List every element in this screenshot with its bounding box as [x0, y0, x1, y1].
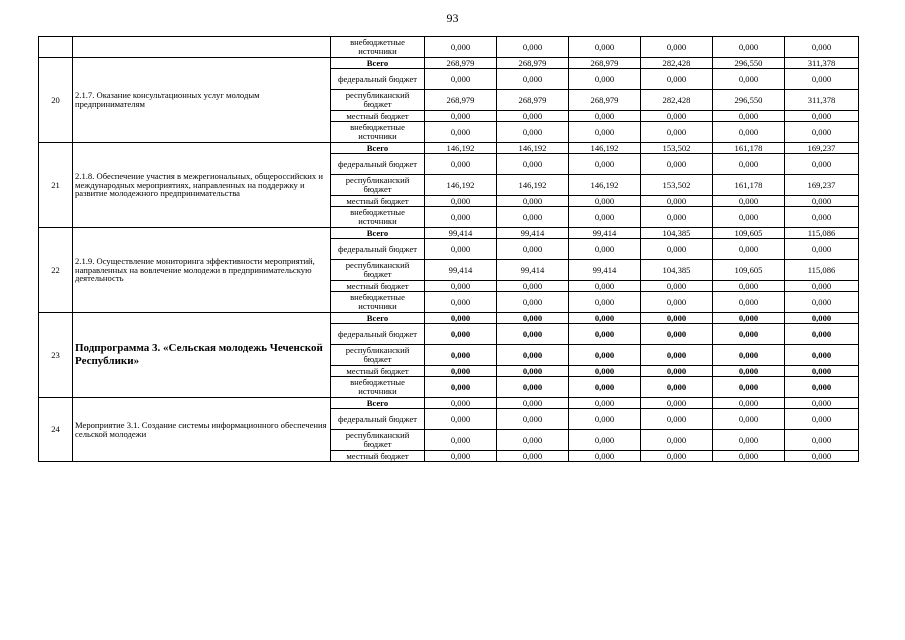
- funding-source-cell: федеральный бюджет: [331, 154, 425, 175]
- value-cell: 0,000: [641, 324, 713, 345]
- activity-name-cell: Подпрограмма 3. «Сельская молодежь Чеченской Республики»: [73, 313, 331, 398]
- funding-source-cell: федеральный бюджет: [331, 69, 425, 90]
- value-cell: 0,000: [785, 207, 859, 228]
- value-cell: 0,000: [569, 122, 641, 143]
- value-cell: 0,000: [785, 398, 859, 409]
- value-cell: 0,000: [497, 398, 569, 409]
- value-cell: 0,000: [713, 122, 785, 143]
- funding-source-cell: местный бюджет: [331, 111, 425, 122]
- funding-source-cell: Всего: [331, 143, 425, 154]
- value-cell: 0,000: [713, 430, 785, 451]
- value-cell: 0,000: [785, 111, 859, 122]
- value-cell: 0,000: [425, 345, 497, 366]
- value-cell: 0,000: [713, 239, 785, 260]
- funding-source-cell: республиканский бюджет: [331, 430, 425, 451]
- value-cell: 99,414: [425, 228, 497, 239]
- value-cell: 0,000: [713, 37, 785, 58]
- value-cell: 99,414: [497, 228, 569, 239]
- funding-source-cell: внебюджетные источники: [331, 292, 425, 313]
- value-cell: 0,000: [569, 292, 641, 313]
- value-cell: 146,192: [425, 175, 497, 196]
- value-cell: 0,000: [641, 196, 713, 207]
- value-cell: 282,428: [641, 90, 713, 111]
- value-cell: 0,000: [425, 313, 497, 324]
- value-cell: 0,000: [425, 366, 497, 377]
- value-cell: 0,000: [713, 154, 785, 175]
- value-cell: 0,000: [641, 69, 713, 90]
- value-cell: 0,000: [425, 281, 497, 292]
- value-cell: 0,000: [425, 239, 497, 260]
- value-cell: 0,000: [425, 324, 497, 345]
- value-cell: 0,000: [497, 313, 569, 324]
- value-cell: 0,000: [641, 154, 713, 175]
- funding-source-cell: внебюджетные источники: [331, 37, 425, 58]
- value-cell: 0,000: [785, 239, 859, 260]
- activity-name-cell: 2.1.7. Оказание консультационных услуг молодым предпринимателям: [73, 58, 331, 143]
- value-cell: 146,192: [497, 175, 569, 196]
- value-cell: 0,000: [641, 345, 713, 366]
- value-cell: 0,000: [569, 409, 641, 430]
- value-cell: 0,000: [569, 207, 641, 228]
- value-cell: 0,000: [497, 409, 569, 430]
- value-cell: 268,979: [497, 90, 569, 111]
- value-cell: 0,000: [569, 154, 641, 175]
- value-cell: 0,000: [713, 377, 785, 398]
- value-cell: 0,000: [425, 196, 497, 207]
- value-cell: 268,979: [497, 58, 569, 69]
- table-row: [39, 313, 859, 324]
- value-cell: 0,000: [641, 292, 713, 313]
- value-cell: 115,086: [785, 260, 859, 281]
- activity-name-cell: [73, 37, 331, 58]
- value-cell: 311,378: [785, 90, 859, 111]
- value-cell: 0,000: [425, 377, 497, 398]
- value-cell: 0,000: [785, 37, 859, 58]
- value-cell: 268,979: [569, 90, 641, 111]
- value-cell: 0,000: [641, 430, 713, 451]
- value-cell: 146,192: [425, 143, 497, 154]
- funding-source-cell: внебюджетные источники: [331, 207, 425, 228]
- value-cell: 169,237: [785, 175, 859, 196]
- value-cell: 0,000: [425, 154, 497, 175]
- funding-source-cell: местный бюджет: [331, 451, 425, 462]
- table-row: [39, 37, 859, 58]
- value-cell: 0,000: [641, 122, 713, 143]
- value-cell: 0,000: [785, 122, 859, 143]
- value-cell: 0,000: [425, 409, 497, 430]
- value-cell: 0,000: [641, 398, 713, 409]
- funding-source-cell: федеральный бюджет: [331, 324, 425, 345]
- value-cell: 0,000: [785, 196, 859, 207]
- value-cell: 109,605: [713, 260, 785, 281]
- value-cell: 0,000: [785, 409, 859, 430]
- value-cell: 115,086: [785, 228, 859, 239]
- funding-source-cell: местный бюджет: [331, 366, 425, 377]
- value-cell: 0,000: [497, 111, 569, 122]
- funding-source-cell: Всего: [331, 313, 425, 324]
- value-cell: 0,000: [785, 292, 859, 313]
- value-cell: 0,000: [497, 207, 569, 228]
- value-cell: 0,000: [713, 313, 785, 324]
- value-cell: 0,000: [497, 345, 569, 366]
- value-cell: 0,000: [641, 313, 713, 324]
- value-cell: 0,000: [497, 451, 569, 462]
- activity-name-cell: 2.1.9. Осуществление мониторинга эффективности мероприятий, направленных на вовлечение молодежи в предпринимательскую деятельность: [73, 228, 331, 313]
- value-cell: 0,000: [569, 281, 641, 292]
- table-row: [39, 228, 859, 239]
- value-cell: 296,550: [713, 58, 785, 69]
- value-cell: 0,000: [785, 69, 859, 90]
- table-row: [39, 398, 859, 409]
- value-cell: 0,000: [785, 451, 859, 462]
- value-cell: 0,000: [569, 196, 641, 207]
- row-number-cell: 20: [39, 58, 73, 143]
- value-cell: 0,000: [569, 69, 641, 90]
- value-cell: 0,000: [713, 207, 785, 228]
- value-cell: 153,502: [641, 143, 713, 154]
- value-cell: 0,000: [425, 37, 497, 58]
- value-cell: 0,000: [497, 122, 569, 143]
- value-cell: 0,000: [425, 430, 497, 451]
- value-cell: 0,000: [497, 154, 569, 175]
- budget-table-body: [39, 37, 859, 462]
- value-cell: 0,000: [785, 430, 859, 451]
- value-cell: 268,979: [425, 90, 497, 111]
- value-cell: 0,000: [569, 451, 641, 462]
- value-cell: 0,000: [713, 111, 785, 122]
- funding-source-cell: Всего: [331, 228, 425, 239]
- value-cell: 0,000: [785, 313, 859, 324]
- value-cell: 0,000: [713, 345, 785, 366]
- value-cell: 268,979: [425, 58, 497, 69]
- value-cell: 99,414: [569, 260, 641, 281]
- value-cell: 0,000: [569, 37, 641, 58]
- value-cell: 0,000: [425, 451, 497, 462]
- value-cell: 0,000: [641, 239, 713, 260]
- value-cell: 161,178: [713, 143, 785, 154]
- value-cell: 0,000: [497, 430, 569, 451]
- value-cell: 0,000: [713, 398, 785, 409]
- value-cell: 0,000: [569, 324, 641, 345]
- value-cell: 0,000: [425, 69, 497, 90]
- row-number-cell: 21: [39, 143, 73, 228]
- value-cell: 0,000: [713, 409, 785, 430]
- value-cell: 0,000: [641, 409, 713, 430]
- value-cell: 0,000: [713, 366, 785, 377]
- value-cell: 0,000: [641, 111, 713, 122]
- value-cell: 0,000: [497, 37, 569, 58]
- funding-source-cell: федеральный бюджет: [331, 239, 425, 260]
- value-cell: 0,000: [641, 207, 713, 228]
- page-number: 93: [446, 11, 459, 25]
- value-cell: 0,000: [785, 377, 859, 398]
- value-cell: 99,414: [569, 228, 641, 239]
- value-cell: 0,000: [569, 111, 641, 122]
- value-cell: 0,000: [569, 313, 641, 324]
- activity-name-cell: 2.1.8. Обеспечение участия в межрегиональных, общероссийских и международных мероприятиях, направленных на поддержку и развитие молодежного предпринимательства: [73, 143, 331, 228]
- value-cell: 0,000: [497, 281, 569, 292]
- funding-source-cell: республиканский бюджет: [331, 260, 425, 281]
- row-number-cell: 24: [39, 398, 73, 462]
- value-cell: 0,000: [497, 196, 569, 207]
- value-cell: 282,428: [641, 58, 713, 69]
- value-cell: 0,000: [497, 377, 569, 398]
- value-cell: 0,000: [569, 366, 641, 377]
- activity-name-cell: Мероприятие 3.1. Создание системы информационного обеспечения сельской молодежи: [73, 398, 331, 462]
- value-cell: 0,000: [713, 292, 785, 313]
- value-cell: 109,605: [713, 228, 785, 239]
- value-cell: 0,000: [569, 345, 641, 366]
- value-cell: 0,000: [497, 239, 569, 260]
- row-number-cell: [39, 37, 73, 58]
- value-cell: 0,000: [713, 324, 785, 345]
- funding-source-cell: местный бюджет: [331, 281, 425, 292]
- row-number-cell: 23: [39, 313, 73, 398]
- value-cell: 0,000: [425, 122, 497, 143]
- value-cell: 0,000: [641, 37, 713, 58]
- value-cell: 0,000: [569, 430, 641, 451]
- table-row: [39, 143, 859, 154]
- value-cell: 99,414: [425, 260, 497, 281]
- funding-source-cell: местный бюджет: [331, 196, 425, 207]
- value-cell: 99,414: [497, 260, 569, 281]
- value-cell: 0,000: [425, 292, 497, 313]
- value-cell: 0,000: [785, 154, 859, 175]
- funding-source-cell: республиканский бюджет: [331, 90, 425, 111]
- value-cell: 0,000: [497, 69, 569, 90]
- funding-source-cell: внебюджетные источники: [331, 377, 425, 398]
- value-cell: 0,000: [569, 239, 641, 260]
- value-cell: 268,979: [569, 58, 641, 69]
- table-row: [39, 58, 859, 69]
- funding-source-cell: республиканский бюджет: [331, 345, 425, 366]
- value-cell: 0,000: [569, 377, 641, 398]
- value-cell: 0,000: [425, 207, 497, 228]
- value-cell: 0,000: [425, 398, 497, 409]
- value-cell: 153,502: [641, 175, 713, 196]
- funding-source-cell: Всего: [331, 58, 425, 69]
- value-cell: 0,000: [641, 366, 713, 377]
- value-cell: 161,178: [713, 175, 785, 196]
- value-cell: 104,385: [641, 260, 713, 281]
- value-cell: 296,550: [713, 90, 785, 111]
- value-cell: 0,000: [713, 281, 785, 292]
- value-cell: 0,000: [713, 196, 785, 207]
- funding-source-cell: республиканский бюджет: [331, 175, 425, 196]
- value-cell: 146,192: [569, 143, 641, 154]
- value-cell: 0,000: [641, 377, 713, 398]
- value-cell: 0,000: [713, 451, 785, 462]
- value-cell: 0,000: [497, 366, 569, 377]
- value-cell: 0,000: [713, 69, 785, 90]
- value-cell: 104,385: [641, 228, 713, 239]
- value-cell: 0,000: [641, 281, 713, 292]
- value-cell: 0,000: [497, 292, 569, 313]
- value-cell: 0,000: [785, 324, 859, 345]
- funding-source-cell: внебюджетные источники: [331, 122, 425, 143]
- value-cell: 0,000: [785, 345, 859, 366]
- funding-source-cell: федеральный бюджет: [331, 409, 425, 430]
- budget-table: [38, 36, 859, 462]
- value-cell: 0,000: [569, 398, 641, 409]
- value-cell: 0,000: [497, 324, 569, 345]
- value-cell: 146,192: [497, 143, 569, 154]
- value-cell: 0,000: [425, 111, 497, 122]
- value-cell: 0,000: [785, 281, 859, 292]
- value-cell: 0,000: [785, 366, 859, 377]
- value-cell: 311,378: [785, 58, 859, 69]
- row-number-cell: 22: [39, 228, 73, 313]
- funding-source-cell: Всего: [331, 398, 425, 409]
- value-cell: 0,000: [641, 451, 713, 462]
- value-cell: 169,237: [785, 143, 859, 154]
- value-cell: 146,192: [569, 175, 641, 196]
